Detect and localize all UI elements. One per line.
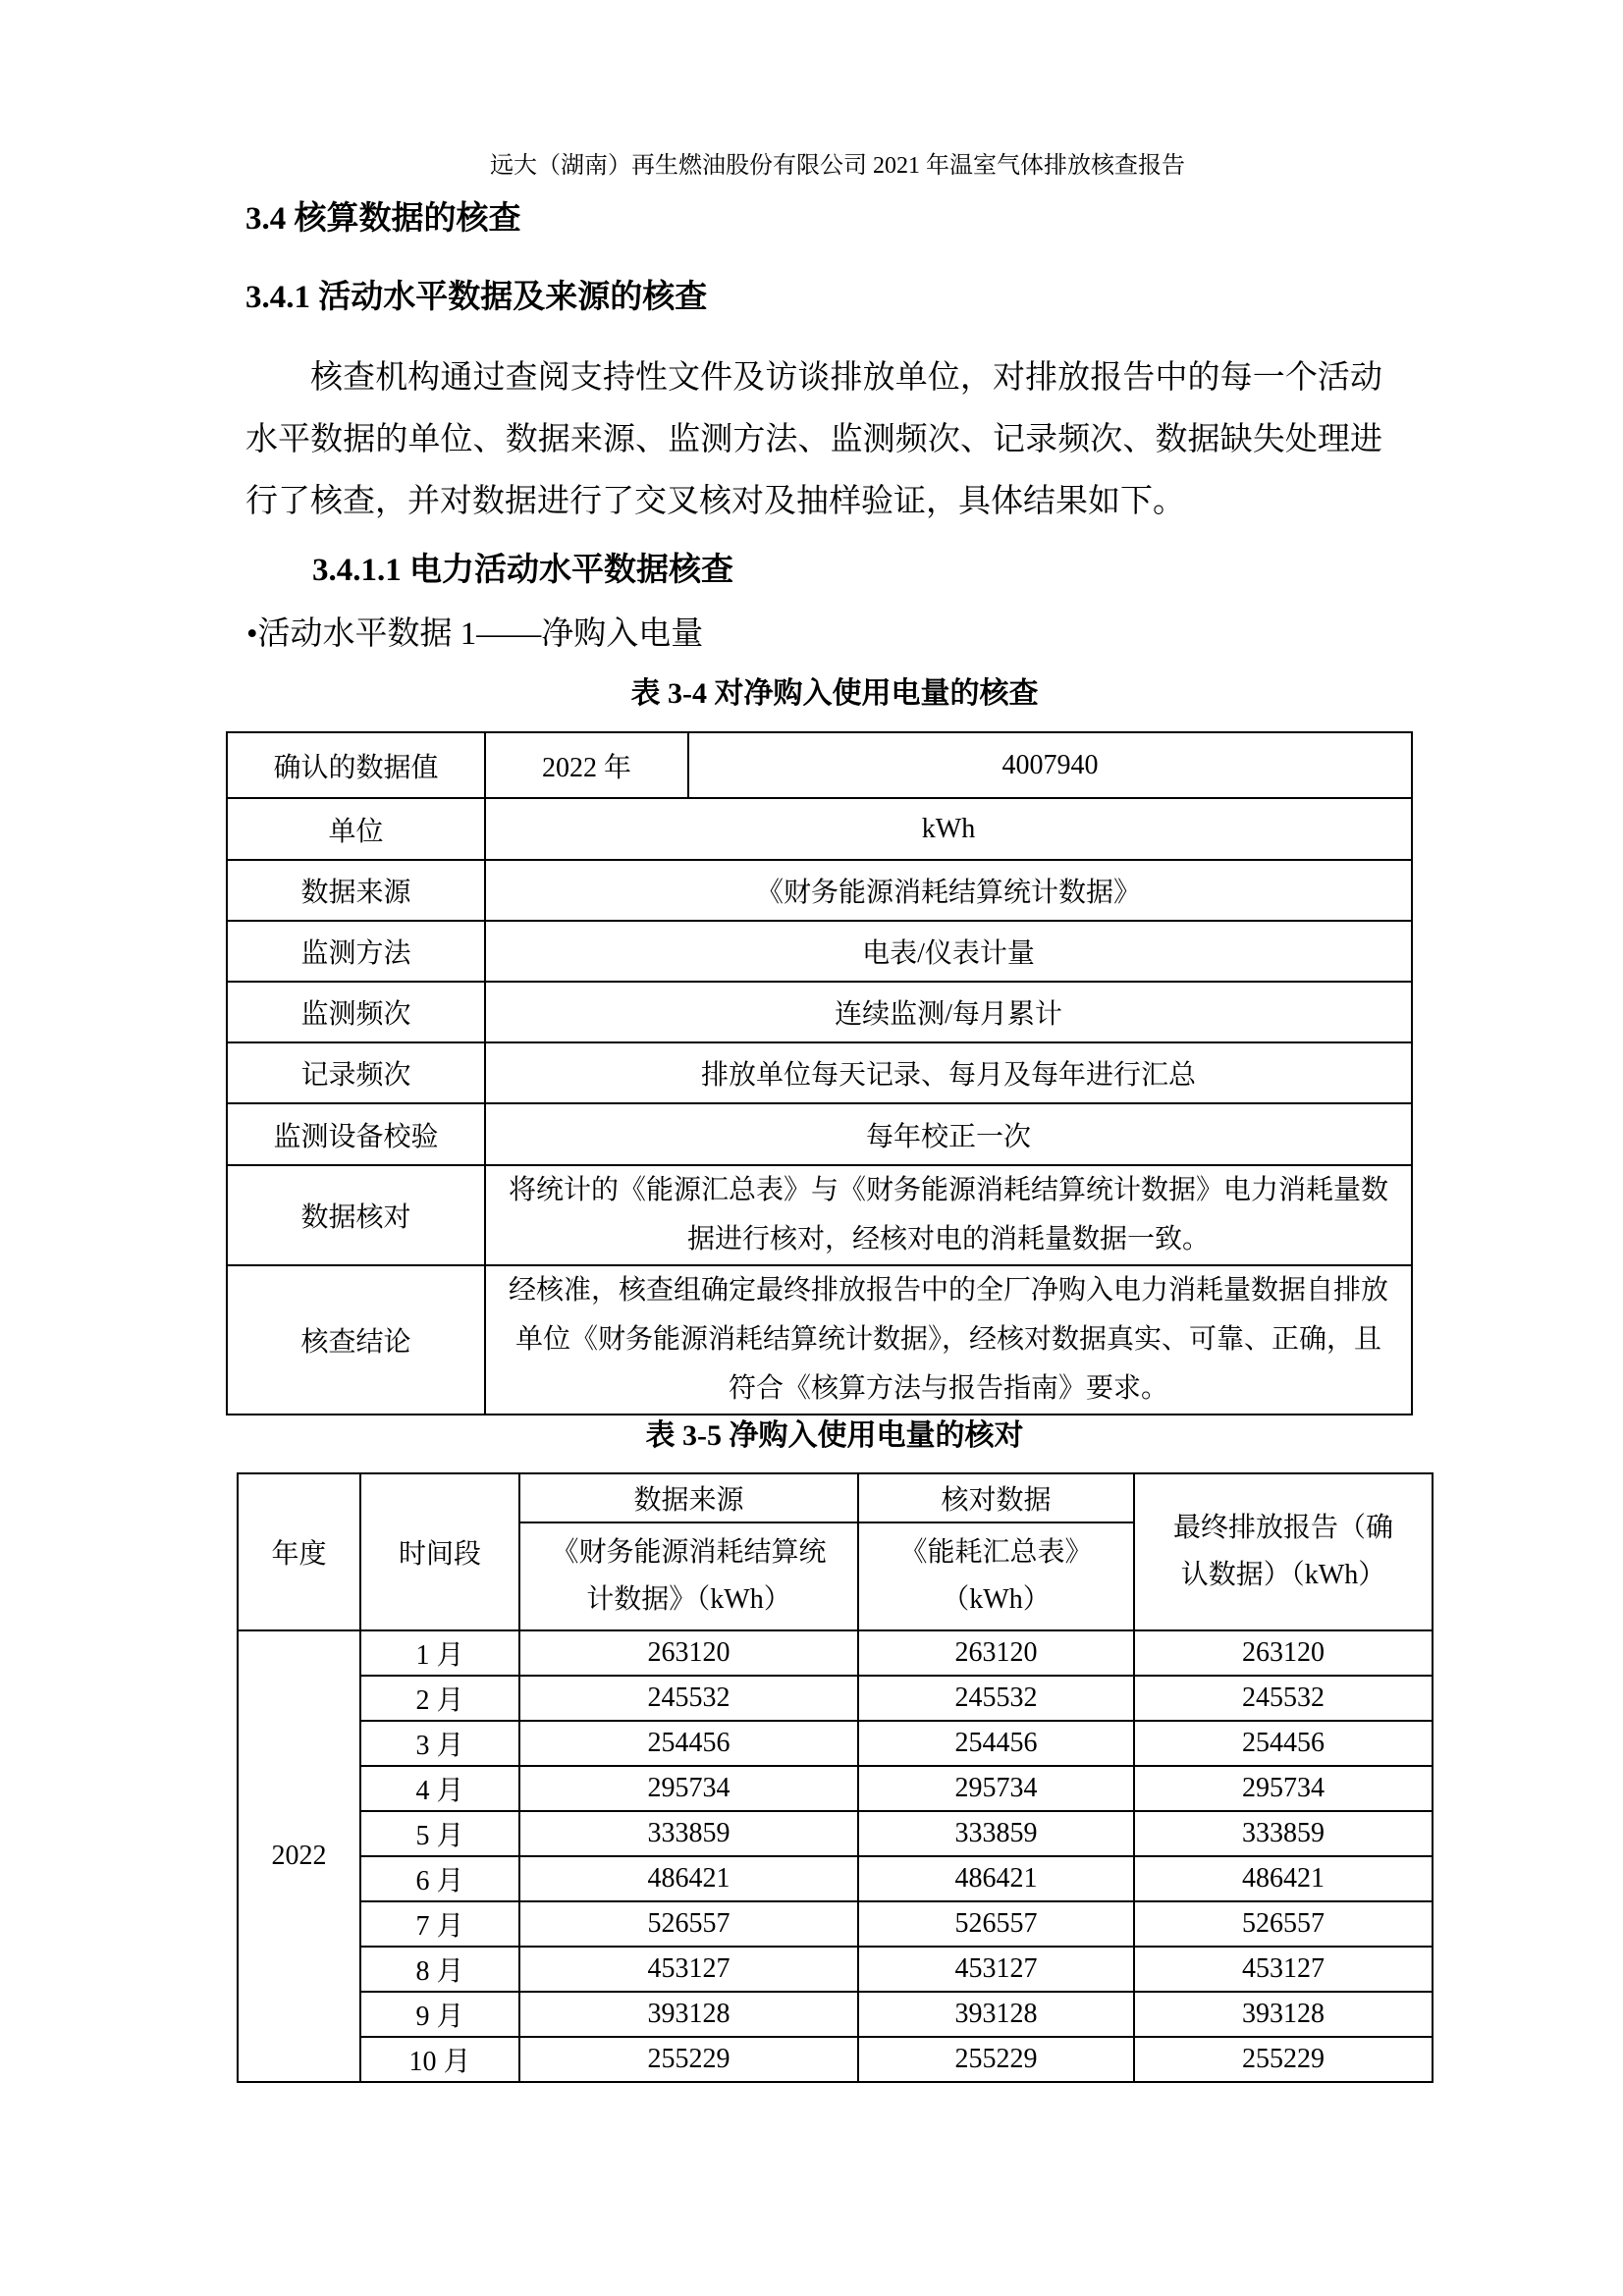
table-row [227, 860, 1412, 921]
row-label: 监测频次 [227, 982, 485, 1042]
row-label: 核查结论 [227, 1265, 485, 1415]
table-row [238, 2037, 1433, 2082]
month-cell: 9 月 [360, 1992, 519, 2037]
value-cell: 263120 [1134, 1630, 1433, 1676]
table-row [227, 982, 1412, 1042]
table-row [238, 1947, 1433, 1992]
month-cell: 5 月 [360, 1811, 519, 1856]
table-3-5 [237, 1472, 1434, 2083]
table-row [238, 1676, 1433, 1721]
header-final: 最终排放报告（确 认数据）（kWh） [1134, 1473, 1433, 1630]
value-cell: 263120 [519, 1630, 858, 1676]
value-cell: 486421 [519, 1856, 858, 1901]
value-cell: 526557 [1134, 1901, 1433, 1947]
value-cell: 245532 [858, 1676, 1134, 1721]
month-cell: 7 月 [360, 1901, 519, 1947]
value-cell: 263120 [858, 1630, 1134, 1676]
value-cell: 295734 [519, 1766, 858, 1811]
month-cell: 3 月 [360, 1721, 519, 1766]
row-label: 监测设备校验 [227, 1103, 485, 1165]
value-cell: 《财务能源消耗结算统计数据》 [485, 860, 1412, 921]
header-year: 年度 [238, 1473, 360, 1630]
row-label: 数据来源 [227, 860, 485, 921]
row-label: 记录频次 [227, 1042, 485, 1103]
value-cell: 排放单位每天记录、每月及每年进行汇总 [485, 1042, 1412, 1103]
row-label: 监测方法 [227, 921, 485, 982]
header-period: 时间段 [360, 1473, 519, 1630]
bullet-item-activity-data-1: •活动水平数据 1——净购入电量 [246, 616, 704, 652]
header-check-group: 核对数据 [858, 1473, 1134, 1522]
table-row [227, 1265, 1412, 1415]
month-cell: 4 月 [360, 1766, 519, 1811]
value-cell: 将统计的《能源汇总表》与《财务能源消耗结算统计数据》电力消耗量数 据进行核对，经核对电的消耗量数据一致。 [485, 1165, 1412, 1265]
value-cell: 453127 [1134, 1947, 1433, 1992]
value-cell: 453127 [519, 1947, 858, 1992]
month-cell: 8 月 [360, 1947, 519, 1992]
row-label: 单位 [227, 798, 485, 860]
value-cell: 486421 [858, 1856, 1134, 1901]
value-cell: 453127 [858, 1947, 1134, 1992]
value-cell: 连续监测/每月累计 [485, 982, 1412, 1042]
value-cell: 295734 [1134, 1766, 1433, 1811]
row-label: 确认的数据值 [227, 732, 485, 798]
body-paragraph: 核查机构通过查阅支持性文件及访谈排放单位，对排放报告中的每一个活动水平数据的单位、数据来源、监测方法、监测频次、记录频次、数据缺失处理进行了核查，并对数据进行了交叉核对及抽样验证，具体结果如下。 [245, 360, 1382, 519]
month-cell: 2 月 [360, 1676, 519, 1721]
value-cell: 255229 [519, 2037, 858, 2082]
table-row [238, 1766, 1433, 1811]
table-row [227, 732, 1412, 798]
value-cell: kWh [485, 798, 1412, 860]
table-row [227, 1165, 1412, 1265]
value-cell: 254456 [519, 1721, 858, 1766]
value-cell: 每年校正一次 [485, 1103, 1412, 1165]
year-value-cell: 2022 [238, 1630, 360, 2082]
value-cell: 393128 [858, 1992, 1134, 2037]
value-cell: 295734 [858, 1766, 1134, 1811]
value-cell: 333859 [858, 1811, 1134, 1856]
table-3-4 [226, 731, 1413, 1415]
header-check-sub: 《能耗汇总表》 （kWh） [858, 1522, 1134, 1630]
table-row [238, 1856, 1433, 1901]
value-cell: 255229 [858, 2037, 1134, 2082]
table-3-4-caption: 表 3-4 对净购入使用电量的核查 [630, 677, 1039, 710]
value-cell: 254456 [1134, 1721, 1433, 1766]
value-cell: 526557 [858, 1901, 1134, 1947]
table-row [238, 1992, 1433, 2037]
value-cell: 333859 [519, 1811, 858, 1856]
table-row [238, 1721, 1433, 1766]
value-cell: 255229 [1134, 2037, 1433, 2082]
table-row [238, 1811, 1433, 1856]
value-cell: 245532 [1134, 1676, 1433, 1721]
section-heading-3-4-1-1: 3.4.1.1 电力活动水平数据核查 [312, 553, 733, 588]
table-row [227, 1103, 1412, 1165]
value-cell: 电表/仪表计量 [485, 921, 1412, 982]
section-heading-3-4: 3.4 核算数据的核查 [245, 201, 521, 237]
table-3-5-caption: 表 3-5 净购入使用电量的核对 [645, 1419, 1024, 1452]
month-cell: 6 月 [360, 1856, 519, 1901]
table-row [238, 1630, 1433, 1676]
value-cell: 486421 [1134, 1856, 1433, 1901]
table-row [227, 798, 1412, 860]
header-source-group: 数据来源 [519, 1473, 858, 1522]
header-source-sub: 《财务能源消耗结算统 计数据》（kWh） [519, 1522, 858, 1630]
month-cell: 10 月 [360, 2037, 519, 2082]
value-cell: 经核准，核查组确定最终排放报告中的全厂净购入电力消耗量数据自排放 单位《财务能源消耗结算统计数据》，经核对数据真实、可靠、正确，且 符合《核算方法与报告指南》要求。 [485, 1265, 1412, 1415]
table-row [227, 921, 1412, 982]
section-heading-3-4-1: 3.4.1 活动水平数据及来源的核查 [245, 280, 708, 315]
page-header-text: 远大（湖南）再生燃油股份有限公司 2021 年温室气体排放核查报告 [490, 153, 1185, 179]
value-cell: 4007940 [688, 732, 1412, 798]
row-label: 数据核对 [227, 1165, 485, 1265]
table-header-row [238, 1473, 1433, 1522]
table-row [238, 1901, 1433, 1947]
value-cell: 393128 [519, 1992, 858, 2037]
table-row [227, 1042, 1412, 1103]
value-cell: 526557 [519, 1901, 858, 1947]
month-cell: 1 月 [360, 1630, 519, 1676]
year-cell: 2022 年 [485, 732, 688, 798]
value-cell: 254456 [858, 1721, 1134, 1766]
value-cell: 333859 [1134, 1811, 1433, 1856]
value-cell: 245532 [519, 1676, 858, 1721]
value-cell: 393128 [1134, 1992, 1433, 2037]
